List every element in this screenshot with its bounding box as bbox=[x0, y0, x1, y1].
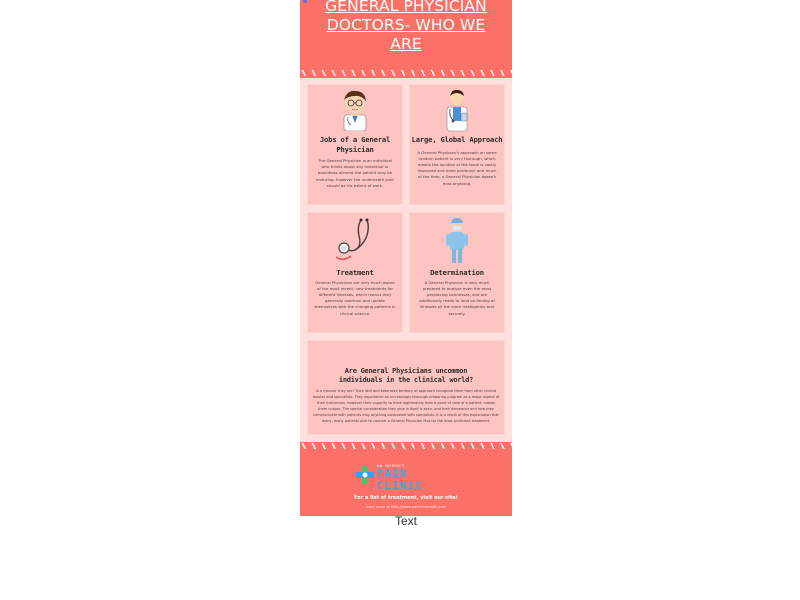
card-determination bbox=[409, 212, 505, 333]
infographic-title: GENERAL PHYSICIAN DOCTORS- WHO WE ARE bbox=[325, 0, 487, 53]
header-dash-divider bbox=[300, 70, 512, 76]
infographic-header bbox=[300, 0, 512, 78]
infographic-footer bbox=[300, 442, 512, 516]
card-jobs bbox=[307, 84, 403, 205]
card-uncommon-individuals bbox=[307, 340, 505, 435]
clinic-cross-icon bbox=[355, 464, 375, 486]
card-title: Treatment bbox=[336, 268, 374, 277]
pain-clinic-logo bbox=[355, 464, 459, 492]
footer-url[interactable]: learn more at http://www.patrickshealth.com bbox=[365, 505, 447, 509]
card-body: A General Physician is very much prepared to analyze even the most perplexing sicknesses, and are additionally ready to land on finding of illnesses all the more intelligently and securely. bbox=[419, 279, 495, 316]
doctor-with-glasses-illustration bbox=[335, 87, 375, 131]
card-body: A General Physician's approach on some random patient is very thorough, which means the location of the issue is vastly improved and more profound, and much of the time, a General Physician doesn't miss anything. bbox=[417, 149, 497, 186]
card-title: Are General Physicians uncommon individuals in the clinical world? bbox=[338, 367, 474, 384]
card-title: Large, Global Approach bbox=[411, 135, 503, 144]
footer-visit-text: For a list of treatment, visit our site! bbox=[354, 495, 458, 501]
image-caption: Text bbox=[394, 514, 417, 528]
infographic-image bbox=[300, 0, 512, 516]
surgeon-illustration bbox=[443, 216, 471, 266]
doctor-with-stethoscope-illustration bbox=[439, 87, 475, 133]
logo-main-text: PAIN CLINIC bbox=[377, 468, 424, 492]
footer-dash-divider bbox=[300, 443, 512, 449]
card-treatment bbox=[307, 212, 403, 333]
card-body: The General Physician is an individual who thinks about any individual or boundless ailment the patient may be enduring, however the underneath joint should be his extent of work. bbox=[316, 158, 394, 188]
corner-logo-icon bbox=[303, 0, 307, 3]
stethoscope-illustration bbox=[333, 216, 377, 264]
logo-small-text: DR. PATRICK'S bbox=[377, 464, 405, 468]
card-approach bbox=[409, 84, 505, 205]
card-body: General Physicians are very much aware of the most recent, new treatments for different illnesses, which means they generally overhaul and update themselves with the changing patterns in clinical science. bbox=[314, 279, 396, 316]
infographic-content bbox=[300, 78, 512, 442]
card-body: In a manner they are! Their skill and extensive territory of approach recognize them from other clinical master and specialists. They experience an increasingly thorough preparing program as a major aspect of their instruction, however their capacity to think legitimately from a point of view of a patient, makes them unique. The special consideration they give in itself is seen, and their demeanor and how they communicate with patients may anything contrasted with specialists. It is a result of this explanation that many, many patients pick to counsel a General Physician first for the most proficient treatment. bbox=[312, 389, 500, 423]
card-title: Jobs of a General Physician bbox=[319, 135, 391, 154]
card-title: Determination bbox=[430, 268, 484, 277]
